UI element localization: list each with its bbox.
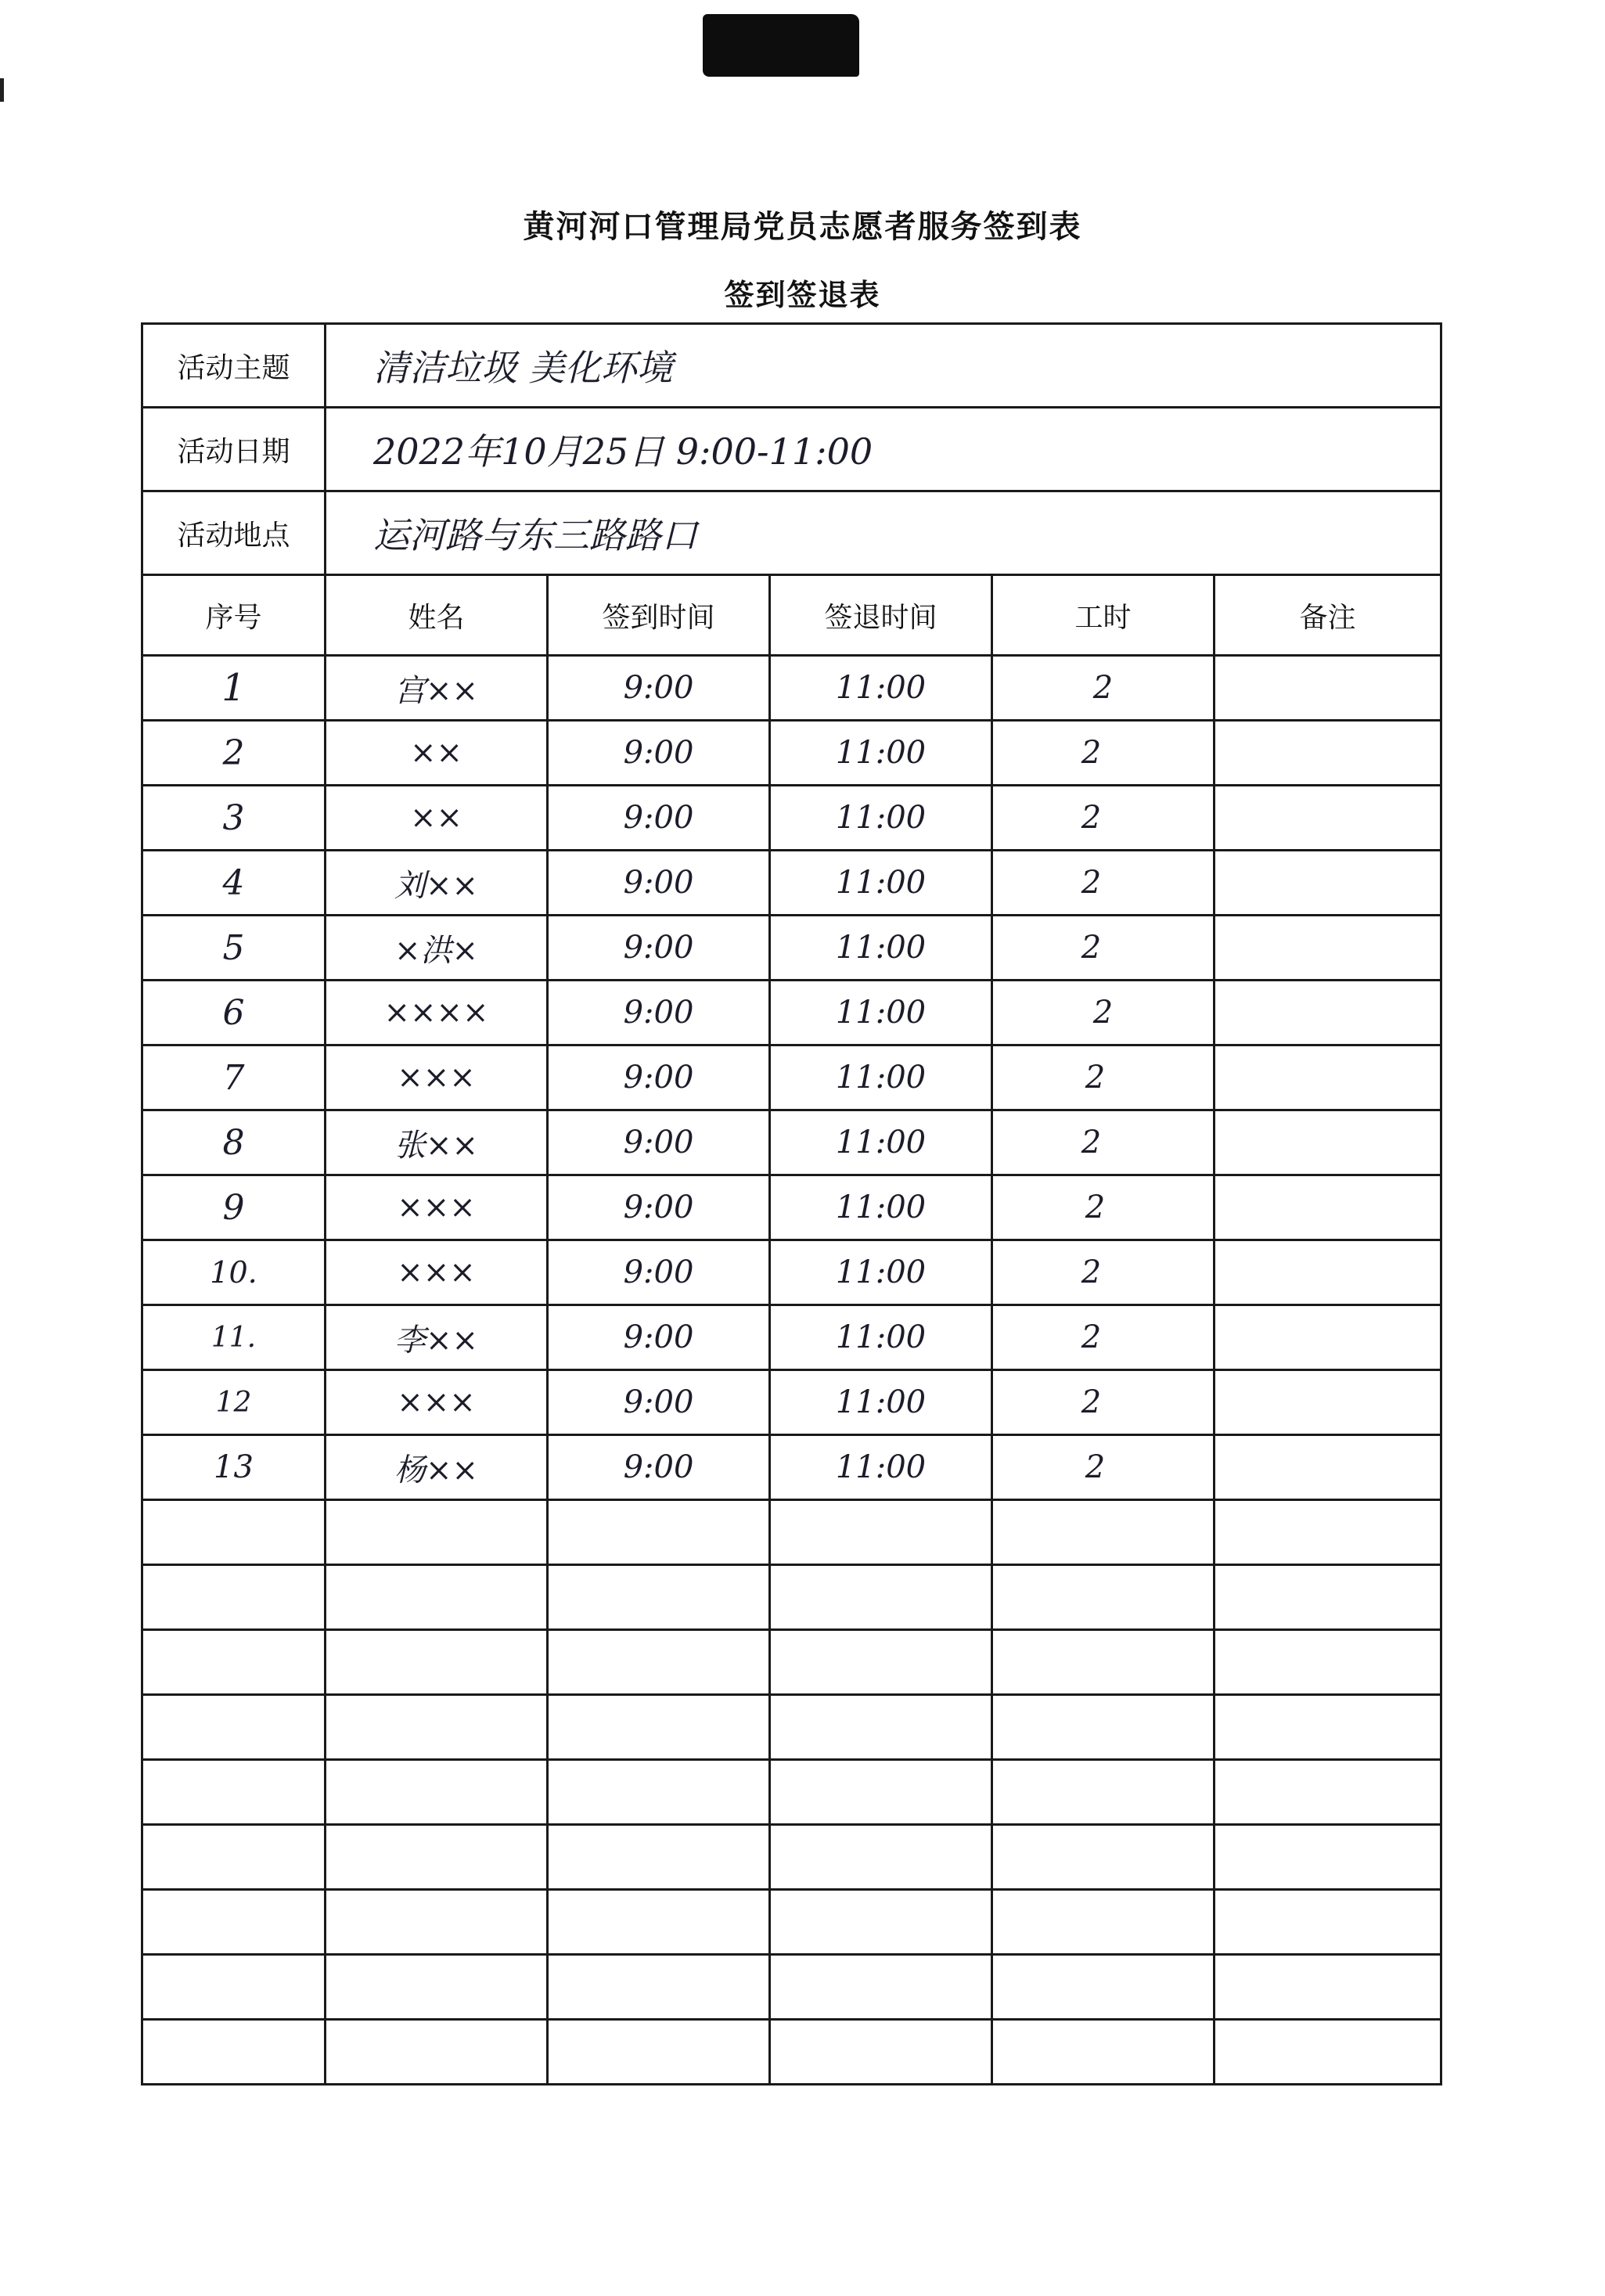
hours-cell: 2: [992, 1110, 1215, 1175]
hours-cell: 2: [992, 656, 1215, 721]
empty-row: [142, 1760, 1441, 1825]
empty-cell: [770, 2020, 992, 2085]
empty-cell: [326, 2020, 548, 2085]
seq-cell: 1: [142, 656, 326, 721]
signout-time-cell: 11:00: [770, 1175, 992, 1240]
empty-row: [142, 1500, 1441, 1565]
empty-cell: [992, 1890, 1215, 1955]
name-cell: ×××: [326, 1370, 548, 1435]
hours-cell: 2: [992, 851, 1215, 916]
seq-cell: 2: [142, 721, 326, 786]
name-cell: ×××: [326, 1240, 548, 1305]
empty-cell: [770, 1630, 992, 1695]
signin-time-cell: 9:00: [548, 1240, 770, 1305]
scan-edge-mark: [0, 78, 4, 102]
theme-label: 活动主题: [142, 324, 326, 408]
seq-cell: 7: [142, 1045, 326, 1110]
empty-row: [142, 1955, 1441, 2020]
signin-time-cell: 9:00: [548, 1175, 770, 1240]
empty-cell: [1215, 1630, 1441, 1695]
empty-cell: [326, 1955, 548, 2020]
empty-cell: [770, 1825, 992, 1890]
empty-row: [142, 1890, 1441, 1955]
empty-cell: [992, 1695, 1215, 1760]
seq-cell: 13: [142, 1435, 326, 1500]
empty-cell: [770, 1955, 992, 2020]
name-cell: ×××: [326, 1045, 548, 1110]
empty-cell: [1215, 1500, 1441, 1565]
empty-cell: [142, 1630, 326, 1695]
seq-cell: 11.: [142, 1305, 326, 1370]
seq-cell: 6: [142, 981, 326, 1045]
name-cell: ××××: [326, 981, 548, 1045]
table-row: [142, 1240, 1441, 1305]
signin-time-cell: 9:00: [548, 981, 770, 1045]
hours-cell: 2: [992, 1305, 1215, 1370]
table-row: [142, 1370, 1441, 1435]
name-cell: 宫××: [326, 656, 548, 721]
date-value: 2022年10月25日 9:00-11:00: [326, 408, 1441, 491]
signout-time-cell: 11:00: [770, 1240, 992, 1305]
signout-time-cell: 11:00: [770, 786, 992, 851]
signin-time-cell: 9:00: [548, 1305, 770, 1370]
signout-time-cell: 11:00: [770, 1110, 992, 1175]
theme-value: 清洁垃圾 美化环境: [326, 324, 1441, 408]
empty-cell: [326, 1630, 548, 1695]
signin-time-cell: 9:00: [548, 1435, 770, 1500]
note-cell: [1215, 851, 1441, 916]
table-row: [142, 786, 1441, 851]
empty-cell: [1215, 1890, 1441, 1955]
empty-cell: [142, 1955, 326, 2020]
col-header-name: 姓名: [326, 575, 548, 656]
col-header-seq: 序号: [142, 575, 326, 656]
empty-cell: [142, 1760, 326, 1825]
seq-cell: 3: [142, 786, 326, 851]
signout-time-cell: 11:00: [770, 656, 992, 721]
empty-row: [142, 2020, 1441, 2085]
empty-cell: [142, 1825, 326, 1890]
empty-cell: [548, 1760, 770, 1825]
column-header-row: [142, 575, 1441, 656]
signin-time-cell: 9:00: [548, 1110, 770, 1175]
hours-cell: 2: [992, 786, 1215, 851]
signin-time-cell: 9:00: [548, 916, 770, 981]
table-row: [142, 916, 1441, 981]
empty-cell: [770, 1500, 992, 1565]
empty-row: [142, 1565, 1441, 1630]
signout-time-cell: 11:00: [770, 916, 992, 981]
note-cell: [1215, 1240, 1441, 1305]
signin-time-cell: 9:00: [548, 1370, 770, 1435]
signin-time-cell: 9:00: [548, 851, 770, 916]
signout-time-cell: 11:00: [770, 1045, 992, 1110]
empty-cell: [142, 1500, 326, 1565]
note-cell: [1215, 1370, 1441, 1435]
seq-cell: 4: [142, 851, 326, 916]
name-cell: 李××: [326, 1305, 548, 1370]
empty-cell: [548, 1695, 770, 1760]
hours-cell: 2: [992, 1045, 1215, 1110]
empty-cell: [142, 1890, 326, 1955]
empty-cell: [142, 1695, 326, 1760]
hours-cell: 2: [992, 721, 1215, 786]
signin-time-cell: 9:00: [548, 786, 770, 851]
hours-cell: 2: [992, 1240, 1215, 1305]
note-cell: [1215, 1110, 1441, 1175]
note-cell: [1215, 786, 1441, 851]
signin-table: [141, 322, 1442, 2085]
signout-time-cell: 11:00: [770, 1305, 992, 1370]
signin-rows: [142, 656, 1441, 2085]
empty-cell: [548, 1565, 770, 1630]
page-subtitle: 签到签退表: [724, 278, 881, 312]
hours-cell: 2: [992, 1370, 1215, 1435]
empty-row: [142, 1695, 1441, 1760]
empty-cell: [992, 1565, 1215, 1630]
empty-cell: [1215, 1955, 1441, 2020]
col-header-signin-time: 签到时间: [548, 575, 770, 656]
empty-cell: [770, 1695, 992, 1760]
seq-cell: 10.: [142, 1240, 326, 1305]
name-cell: ×洪×: [326, 916, 548, 981]
page-title: 黄河河口管理局党员志愿者服务签到表: [523, 209, 1082, 245]
signin-time-cell: 9:00: [548, 1045, 770, 1110]
signout-time-cell: 11:00: [770, 1370, 992, 1435]
signin-time-cell: 9:00: [548, 656, 770, 721]
empty-cell: [142, 1565, 326, 1630]
seq-cell: 8: [142, 1110, 326, 1175]
col-header-hours: 工时: [992, 575, 1215, 656]
name-cell: 杨××: [326, 1435, 548, 1500]
empty-cell: [142, 2020, 326, 2085]
hours-cell: 2: [992, 1175, 1215, 1240]
signout-time-cell: 11:00: [770, 981, 992, 1045]
note-cell: [1215, 1305, 1441, 1370]
empty-cell: [326, 1500, 548, 1565]
name-cell: ××: [326, 786, 548, 851]
empty-cell: [992, 1500, 1215, 1565]
empty-cell: [1215, 1565, 1441, 1630]
empty-cell: [992, 1630, 1215, 1695]
seq-cell: 5: [142, 916, 326, 981]
col-header-notes: 备注: [1215, 575, 1441, 656]
signout-time-cell: 11:00: [770, 851, 992, 916]
name-cell: ××: [326, 721, 548, 786]
empty-cell: [326, 1695, 548, 1760]
col-header-signout-time: 签退时间: [770, 575, 992, 656]
note-cell: [1215, 721, 1441, 786]
name-cell: ×××: [326, 1175, 548, 1240]
redaction-mark: [703, 14, 859, 77]
empty-cell: [326, 1565, 548, 1630]
note-cell: [1215, 1045, 1441, 1110]
empty-cell: [1215, 1760, 1441, 1825]
empty-row: [142, 1630, 1441, 1695]
empty-cell: [770, 1565, 992, 1630]
table-row: [142, 1435, 1441, 1500]
table-row: [142, 981, 1441, 1045]
empty-cell: [992, 2020, 1215, 2085]
info-row-date: [142, 408, 1441, 491]
empty-cell: [770, 1760, 992, 1825]
empty-cell: [1215, 1825, 1441, 1890]
name-cell: 刘××: [326, 851, 548, 916]
seq-cell: 9: [142, 1175, 326, 1240]
empty-cell: [548, 2020, 770, 2085]
signout-time-cell: 11:00: [770, 1435, 992, 1500]
table-row: [142, 1110, 1441, 1175]
note-cell: [1215, 1175, 1441, 1240]
empty-cell: [992, 1955, 1215, 2020]
empty-cell: [770, 1890, 992, 1955]
date-label: 活动日期: [142, 408, 326, 491]
table-row: [142, 1305, 1441, 1370]
note-cell: [1215, 981, 1441, 1045]
table-row: [142, 721, 1441, 786]
info-row-location: [142, 491, 1441, 575]
empty-cell: [548, 1825, 770, 1890]
seq-cell: 12: [142, 1370, 326, 1435]
hours-cell: 2: [992, 1435, 1215, 1500]
note-cell: [1215, 916, 1441, 981]
hours-cell: 2: [992, 981, 1215, 1045]
note-cell: [1215, 1435, 1441, 1500]
empty-cell: [992, 1825, 1215, 1890]
table-row: [142, 656, 1441, 721]
empty-cell: [548, 1630, 770, 1695]
empty-cell: [548, 1890, 770, 1955]
empty-cell: [326, 1760, 548, 1825]
table-row: [142, 1175, 1441, 1240]
empty-cell: [1215, 2020, 1441, 2085]
empty-cell: [548, 1955, 770, 2020]
signout-time-cell: 11:00: [770, 721, 992, 786]
empty-cell: [1215, 1695, 1441, 1760]
signin-time-cell: 9:00: [548, 721, 770, 786]
empty-cell: [326, 1890, 548, 1955]
location-value: 运河路与东三路路口: [326, 491, 1441, 575]
empty-cell: [326, 1825, 548, 1890]
table-row: [142, 851, 1441, 916]
hours-cell: 2: [992, 916, 1215, 981]
name-cell: 张××: [326, 1110, 548, 1175]
note-cell: [1215, 656, 1441, 721]
empty-row: [142, 1825, 1441, 1890]
empty-cell: [548, 1500, 770, 1565]
table-row: [142, 1045, 1441, 1110]
info-row-theme: [142, 324, 1441, 408]
empty-cell: [992, 1760, 1215, 1825]
location-label: 活动地点: [142, 491, 326, 575]
